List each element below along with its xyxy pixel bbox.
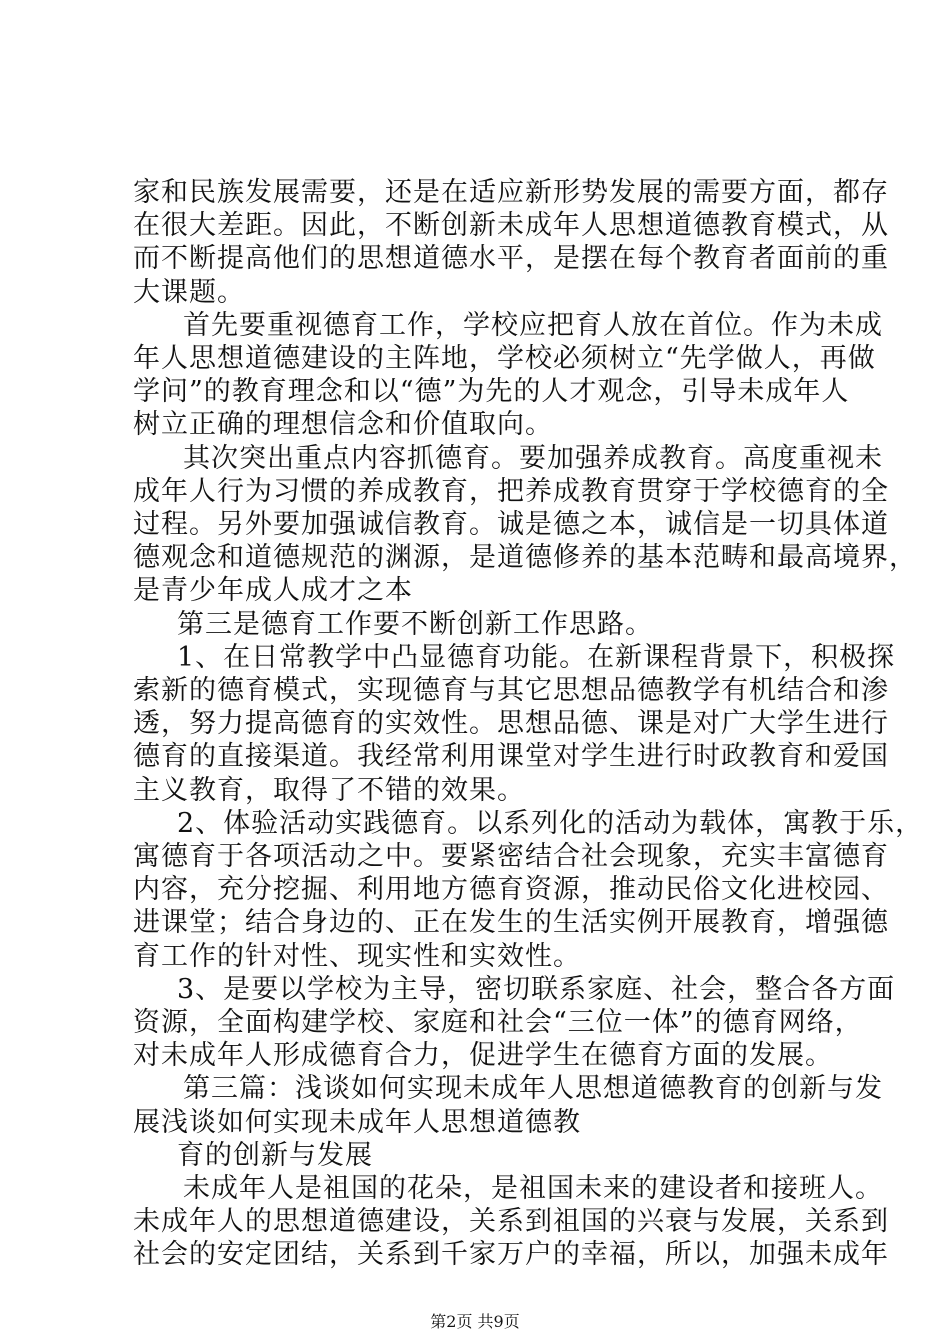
- text-line: 索新的德育模式，实现德育与其它思想品德教学有机结合和渗: [133, 675, 889, 706]
- text-line: 德育的直接渠道。我经常利用课堂对学生进行时政教育和爱国: [133, 741, 889, 773]
- section-heading: 第三篇：浅谈如何实现未成年人思想道德教育的创新与发: [183, 1073, 883, 1105]
- text-line: 主义教育，取得了不错的效果。: [133, 774, 525, 806]
- paragraph-first-line: 2、体验活动实践德育。以系列化的活动为载体，寓教于乐，: [177, 807, 924, 839]
- text-line: 进课堂；结合身边的、正在发生的生活实例开展教育，增强德: [133, 907, 889, 939]
- paragraph-first-line: 3、是要以学校为主导，密切联系家庭、社会，整合各方面: [177, 973, 896, 1005]
- text-line: 在很大差距。因此，不断创新未成年人思想道德教育模式，从: [133, 210, 889, 242]
- text-line: 年人思想道德建设的主阵地，学校必须树立“先学做人，再做: [133, 343, 876, 374]
- text-line: 未成年人的思想道德建设，关系到祖国的兴衰与发展，关系到: [133, 1206, 889, 1238]
- text-line: 家和民族发展需要，还是在适应新形势发展的需要方面，都存: [133, 177, 889, 208]
- text-line: 学问”的教育理念和以“德”为先的人才观念，引导未成年人: [133, 376, 850, 408]
- text-line: 对未成年人形成德育合力，促进学生在德育方面的发展。: [133, 1040, 833, 1072]
- paragraph-first-line: 其次突出重点内容抓德育。要加强养成教育。高度重视未: [183, 442, 883, 474]
- paragraph-first-line: 1、在日常教学中凸显德育功能。在新课程背景下，积极探: [177, 641, 896, 673]
- text-line: 树立正确的理想信念和价值取向。: [133, 409, 553, 441]
- text-line: 成年人行为习惯的养成教育，把养成教育贯穿于学校德育的全: [133, 475, 889, 507]
- paragraph-first-line: 首先要重视德育工作，学校应把育人放在首位。作为未成: [183, 309, 883, 341]
- text-line: 德观念和道德规范的渊源，是道德修养的基本范畴和最高境界，: [133, 542, 917, 574]
- text-line: 过程。另外要加强诚信教育。诚是德之本，诚信是一切具体道: [133, 509, 889, 540]
- paragraph-first-line: 第三是德育工作要不断创新工作思路。: [177, 608, 653, 640]
- text-line: 而不断提高他们的思想道德水平，是摆在每个教育者面前的重: [133, 243, 889, 275]
- text-line: 育工作的针对性、现实性和实效性。: [133, 940, 581, 972]
- text-line: 寓德育于各项活动之中。要紧密结合社会现象，充实丰富德育: [133, 841, 889, 872]
- section-heading: 展浅谈如何实现未成年人思想道德教: [133, 1106, 581, 1138]
- page-number: 第2页 共9页: [430, 1311, 520, 1331]
- text-line: 大课题。: [133, 276, 245, 308]
- text-line: 是青少年成人成才之本: [133, 575, 413, 607]
- text-line: 内容，充分挖掘、利用地方德育资源，推动民俗文化进校园、: [133, 874, 889, 906]
- paragraph-first-line: 未成年人是祖国的花朵，是祖国未来的建设者和接班人。: [183, 1173, 883, 1204]
- section-heading: 育的创新与发展: [177, 1139, 373, 1171]
- text-line: 社会的安定团结，关系到千家万户的幸福，所以，加强未成年: [133, 1239, 889, 1271]
- text-line: 透，努力提高德育的实效性。思想品德、课是对广大学生进行: [133, 708, 889, 740]
- text-line: 资源，全面构建学校、家庭和社会“三位一体”的德育网络，: [133, 1007, 863, 1038]
